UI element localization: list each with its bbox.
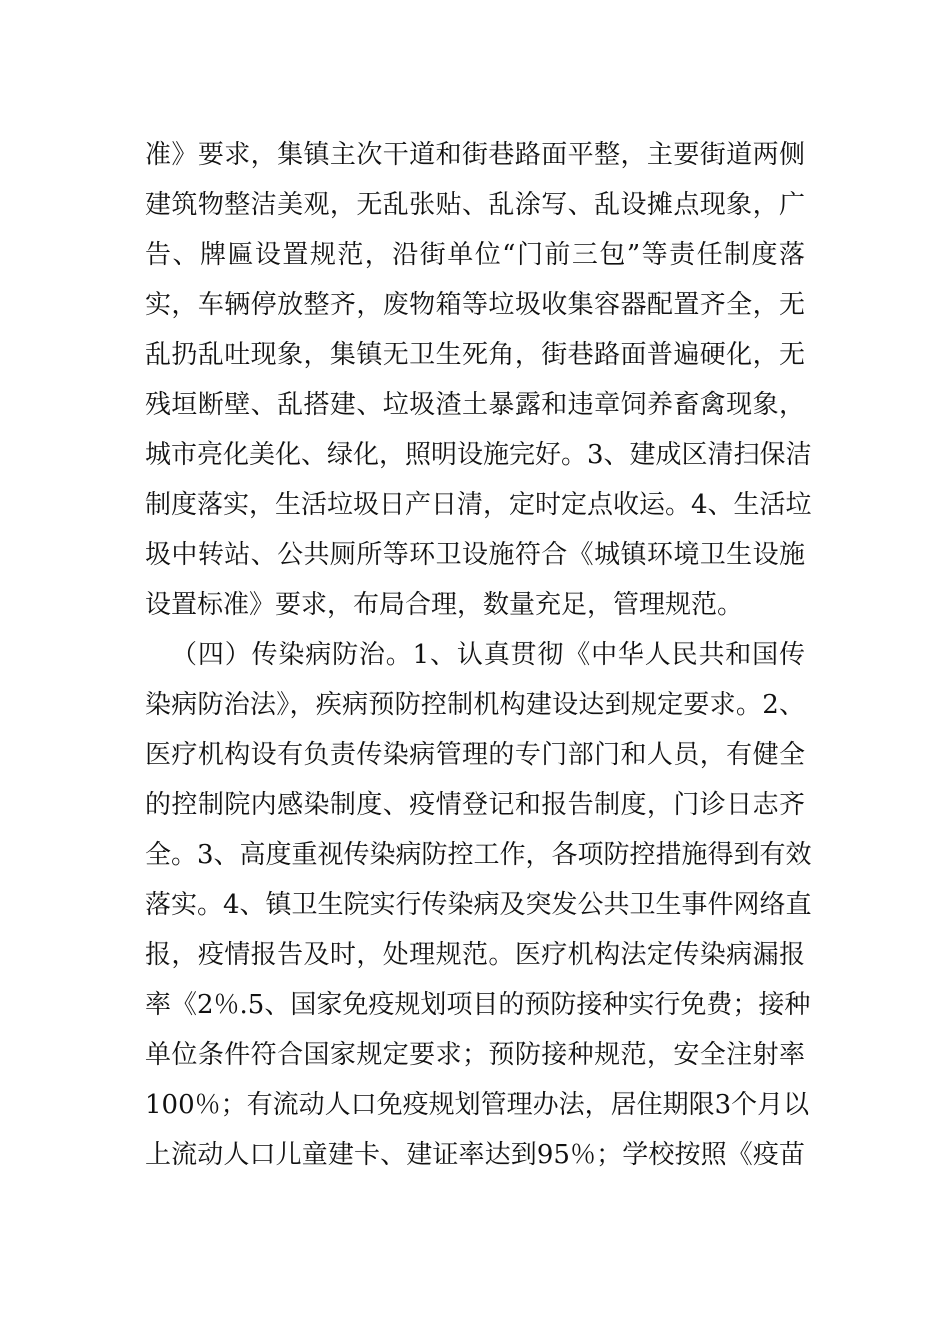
text-line: 医疗机构设有负责传染病管理的专门部门和人员，有健全 (145, 740, 805, 770)
text-line: 告、牌匾设置规范，沿街单位“门前三包”等责任制度落 (145, 240, 805, 270)
text-line: 落实。4、镇卫生院实行传染病及突发公共卫生事件网络直 (145, 890, 812, 920)
text-line: 实，车辆停放整齐，废物箱等垃圾收集容器配置齐全，无 (145, 290, 805, 320)
text-line: 制度落实，生活垃圾日产日清，定时定点收运。4、生活垃 (145, 490, 812, 520)
text-line: 城市亮化美化、绿化，照明设施完好。3、建成区清扫保洁 (145, 440, 812, 470)
text-line: 率《2％.5、国家免疫规划项目的预防接种实行免费；接种 (145, 990, 811, 1020)
text-line: 建筑物整洁美观，无乱张贴、乱涂写、乱设摊点现象，广 (145, 190, 805, 220)
text-line: 100％；有流动人口免疫规划管理办法，居住期限3个月以 (145, 1090, 810, 1120)
text-line: 上流动人口儿童建卡、建证率达到95％；学校按照《疫苗 (145, 1140, 805, 1170)
text-line: 准》要求，集镇主次干道和街巷路面平整，主要街道两侧 (145, 140, 805, 170)
document-body (145, 130, 812, 1180)
text-line: 乱扔乱吐现象，集镇无卫生死角，街巷路面普遍硬化，无 (145, 340, 805, 370)
paragraph-end-line: 设置标准》要求，布局合理，数量充足，管理规范。 (145, 590, 744, 620)
section-heading-line: （四）传染病防治。1、认真贯彻《中华人民共和国传 (171, 640, 805, 670)
text-line: 单位条件符合国家规定要求；预防接种规范，安全注射率 (145, 1040, 805, 1070)
text-line: 染病防治法》，疾病预防控制机构建设达到规定要求。2、 (145, 690, 805, 720)
text-line: 的控制院内感染制度、疫情登记和报告制度，门诊日志齐 (145, 790, 805, 820)
text-line: 全。3、高度重视传染病防控工作，各项防控措施得到有效 (145, 840, 812, 870)
text-line: 圾中转站、公共厕所等环卫设施符合《城镇环境卫生设施 (145, 540, 805, 570)
text-line: 残垣断壁、乱搭建、垃圾渣土暴露和违章饲养畜禽现象， (145, 390, 805, 420)
text-line: 报，疫情报告及时，处理规范。医疗机构法定传染病漏报 (145, 940, 805, 970)
